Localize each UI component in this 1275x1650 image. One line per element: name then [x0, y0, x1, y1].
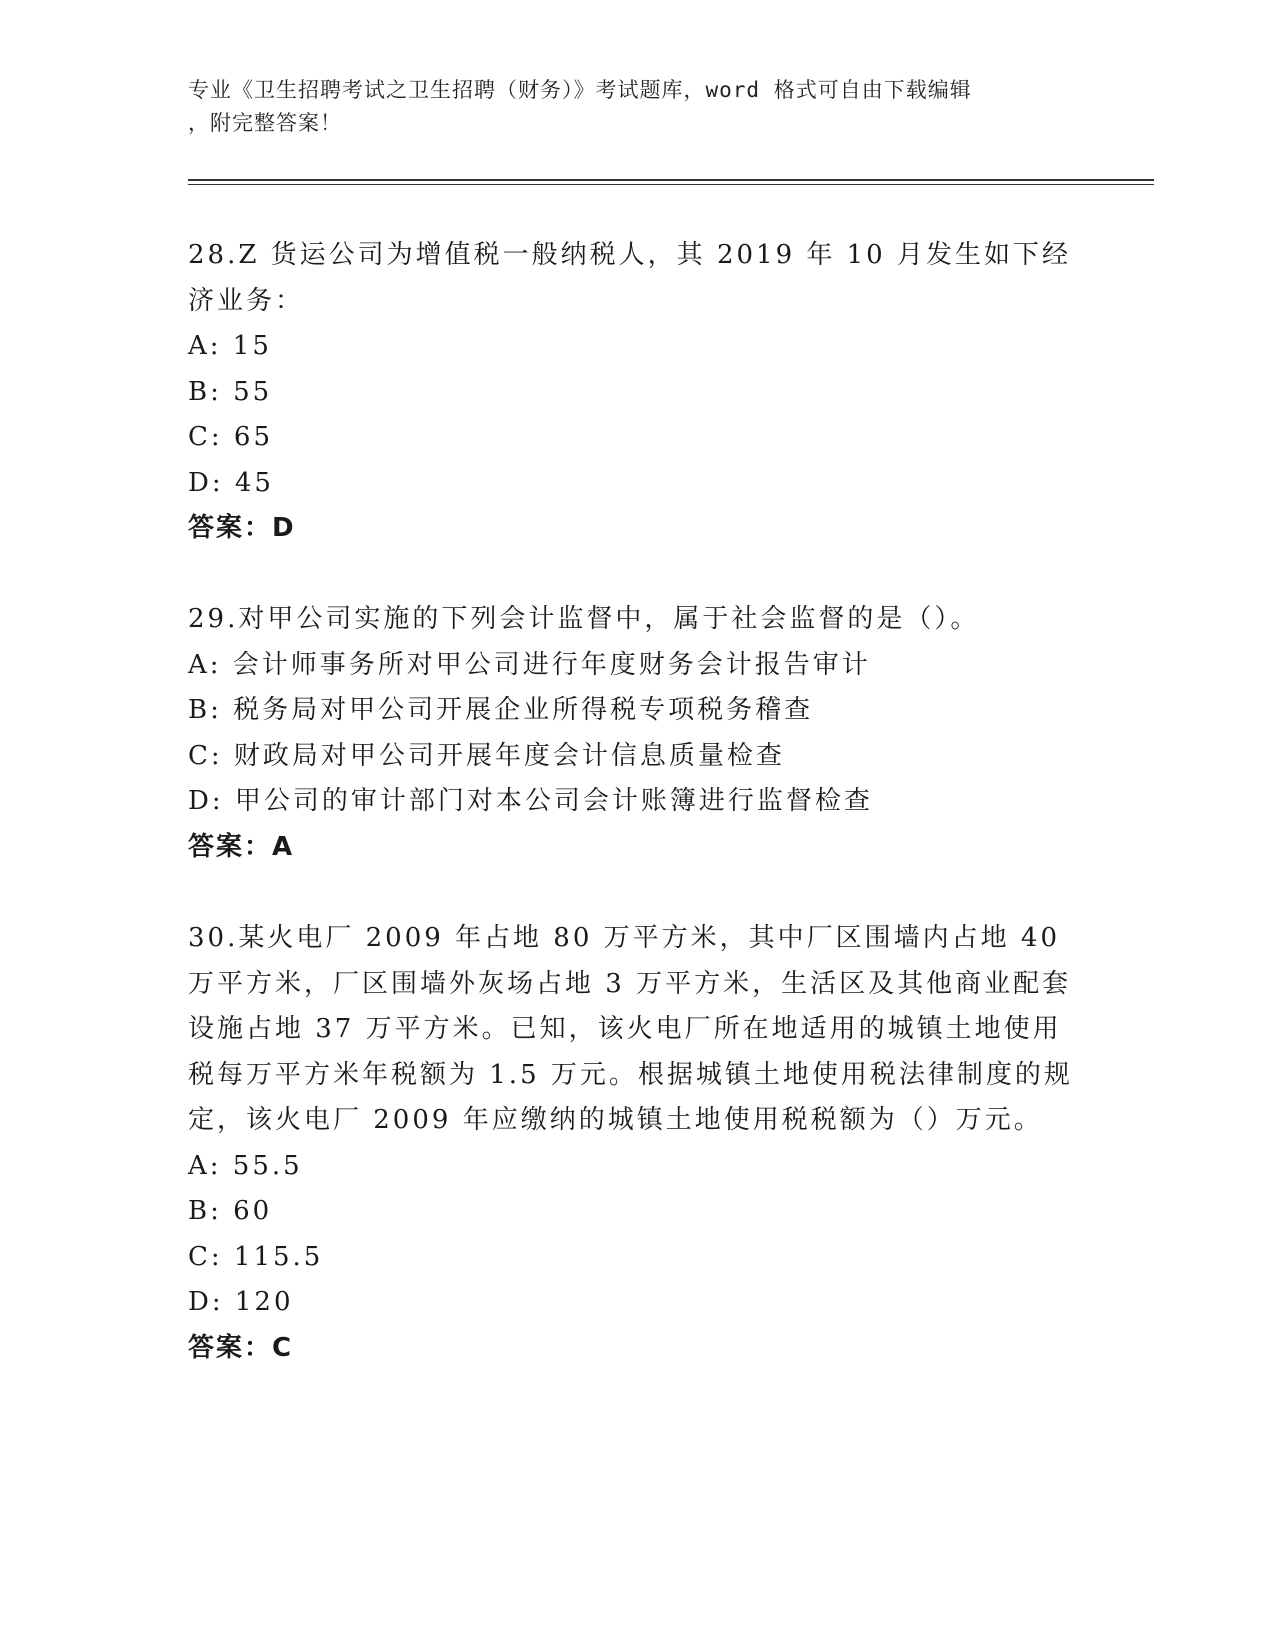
- document-header: [188, 74, 1068, 140]
- option-d: D: 甲公司的审计部门对本公司会计账簿进行监督检查: [188, 786, 873, 816]
- option-c: C: 财政局对甲公司开展年度会计信息质量检查: [188, 740, 785, 771]
- answer-label: 答案：C: [188, 1332, 294, 1363]
- option-a: A: 55.5: [188, 1150, 303, 1181]
- option-b: B: 税务局对甲公司开展企业所得税专项税务稽查: [188, 695, 814, 725]
- option-c: C: 65: [188, 422, 274, 452]
- header-line: ，附完整答案！: [188, 111, 342, 135]
- question-28: [188, 233, 1078, 552]
- answer-label: 答案：A: [188, 831, 295, 862]
- question-30: [188, 916, 1078, 1371]
- option-c: C: 115.5: [188, 1241, 324, 1272]
- header-line: 专业《卫生招聘考试之卫生招聘（财务）》考试题库，word 格式可自由下载编辑: [188, 78, 972, 102]
- option-b: B: 55: [188, 376, 273, 407]
- header-divider: [188, 184, 1154, 185]
- option-a: A: 会计师事务所对甲公司进行年度财务会计报告审计: [188, 649, 871, 680]
- option-d: D: 120: [188, 1287, 294, 1317]
- answer-label: 答案：D: [188, 513, 296, 543]
- question-29: [188, 597, 1078, 870]
- question-stem: 29.对甲公司实施的下列会计监督中，属于社会监督的是（）。: [188, 604, 980, 634]
- header-divider: [188, 179, 1154, 181]
- option-b: B: 60: [188, 1196, 273, 1226]
- option-a: A: 15: [188, 331, 272, 361]
- question-stem: 28.Z 货运公司为增值税一般纳税人，其 2019 年 10 月发生如下经济业务：: [188, 240, 1071, 316]
- option-d: D: 45: [188, 467, 274, 498]
- question-stem: 30.某火电厂 2009 年占地 80 万平方米，其中厂区围墙内占地 40 万平方米，厂区围墙外灰场占地 3 万平方米，生活区及其他商业配套设施占地 37 万平方米。已知，该火电厂所在地适用的城镇土地使用税每万平方米年税额为 1.5 万元。根据城镇土地使用税法律制度的规定，该火电厂 2009 年应缴纳的城镇土地使用税税额为（）万元。: [188, 923, 1073, 1135]
